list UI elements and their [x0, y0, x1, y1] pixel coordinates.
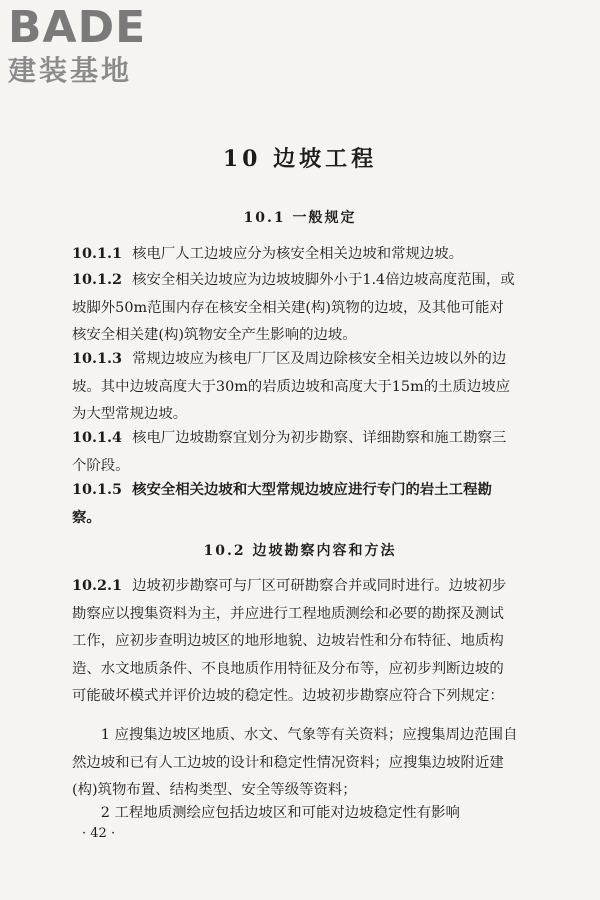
chapter-title: 10 边坡工程 [222, 146, 378, 172]
clause-text: 边坡初步勘察可与厂区可研勘察合并或同时进行。边坡初步勘察应以搜集资料为主，并应进行工程地质测绘和必要的勘探及测试工作，应初步查明边坡区的地形地貌、边坡岩性和分布特征、地质构造、水文地质条件、不良地质作用特征及分布等，应初步判断边坡的可能破坏模式并评价边坡的稳定性。边坡初步勘察应符合下列规定： [72, 578, 507, 704]
clause-number: 10.1.3 [72, 350, 123, 367]
publisher-logo [8, 4, 146, 88]
clause-number: 10.1.4 [72, 429, 123, 446]
clause-10-2-1 [72, 572, 518, 711]
clause-text: 核电厂边坡勘察宜划分为初步勘察、详细勘察和施工勘察三个阶段。 [72, 430, 507, 474]
clause-10-1-1 [72, 240, 518, 269]
list-item-2: 2 工程地质测绘应包括边坡区和可能对边坡稳定性有影响 [100, 805, 460, 821]
section-heading-10-1: 10.1 一般规定 [243, 210, 357, 226]
logo-subtitle-text: 建装基地 [8, 54, 133, 87]
clause-number: 10.1.2 [72, 271, 123, 288]
clause-text: 核安全相关边坡和大型常规边坡应进行专门的岩土工程勘察。 [72, 481, 492, 526]
clause-number: 10.1.5 [72, 481, 123, 498]
clause-number: 10.1.1 [72, 245, 123, 262]
clause-text: 核安全相关边坡应为边坡坡脚外小于1.4倍边坡高度范围，或坡脚外50m范围内存在核安全相关建(构)筑物的边坡，及其他可能对核安全相关建(构)筑物安全产生影响的边坡。 [72, 272, 515, 343]
clause-10-1-4 [72, 424, 518, 480]
clause-10-1-2 [72, 266, 518, 350]
clause-text: 核电厂人工边坡应分为核安全相关边坡和常规边坡。 [132, 246, 464, 262]
logo-brand-text: BADE [8, 2, 147, 53]
clause-10-1-3 [72, 345, 518, 429]
section-heading-10-2: 10.2 边坡勘察内容和方法 [203, 543, 397, 559]
page-number: · 42 · [82, 826, 116, 841]
clause-10-1-5 [72, 476, 518, 531]
clause-text: 常规边坡应为核电厂厂区及周边除核安全相关边坡以外的边坡。其中边坡高度大于30m的岩质边坡和高度大于15m的土质边坡应为大型常规边坡。 [72, 351, 511, 422]
list-item-1: 1 应搜集边坡区地质、水文、气象等有关资料；应搜集周边范围自然边坡和已有人工边坡的设计和稳定性情况资料；应搜集边坡附近建(构)筑物布置、结构类型、安全等级等资料； [72, 727, 518, 798]
clause-number: 10.2.1 [72, 577, 123, 594]
